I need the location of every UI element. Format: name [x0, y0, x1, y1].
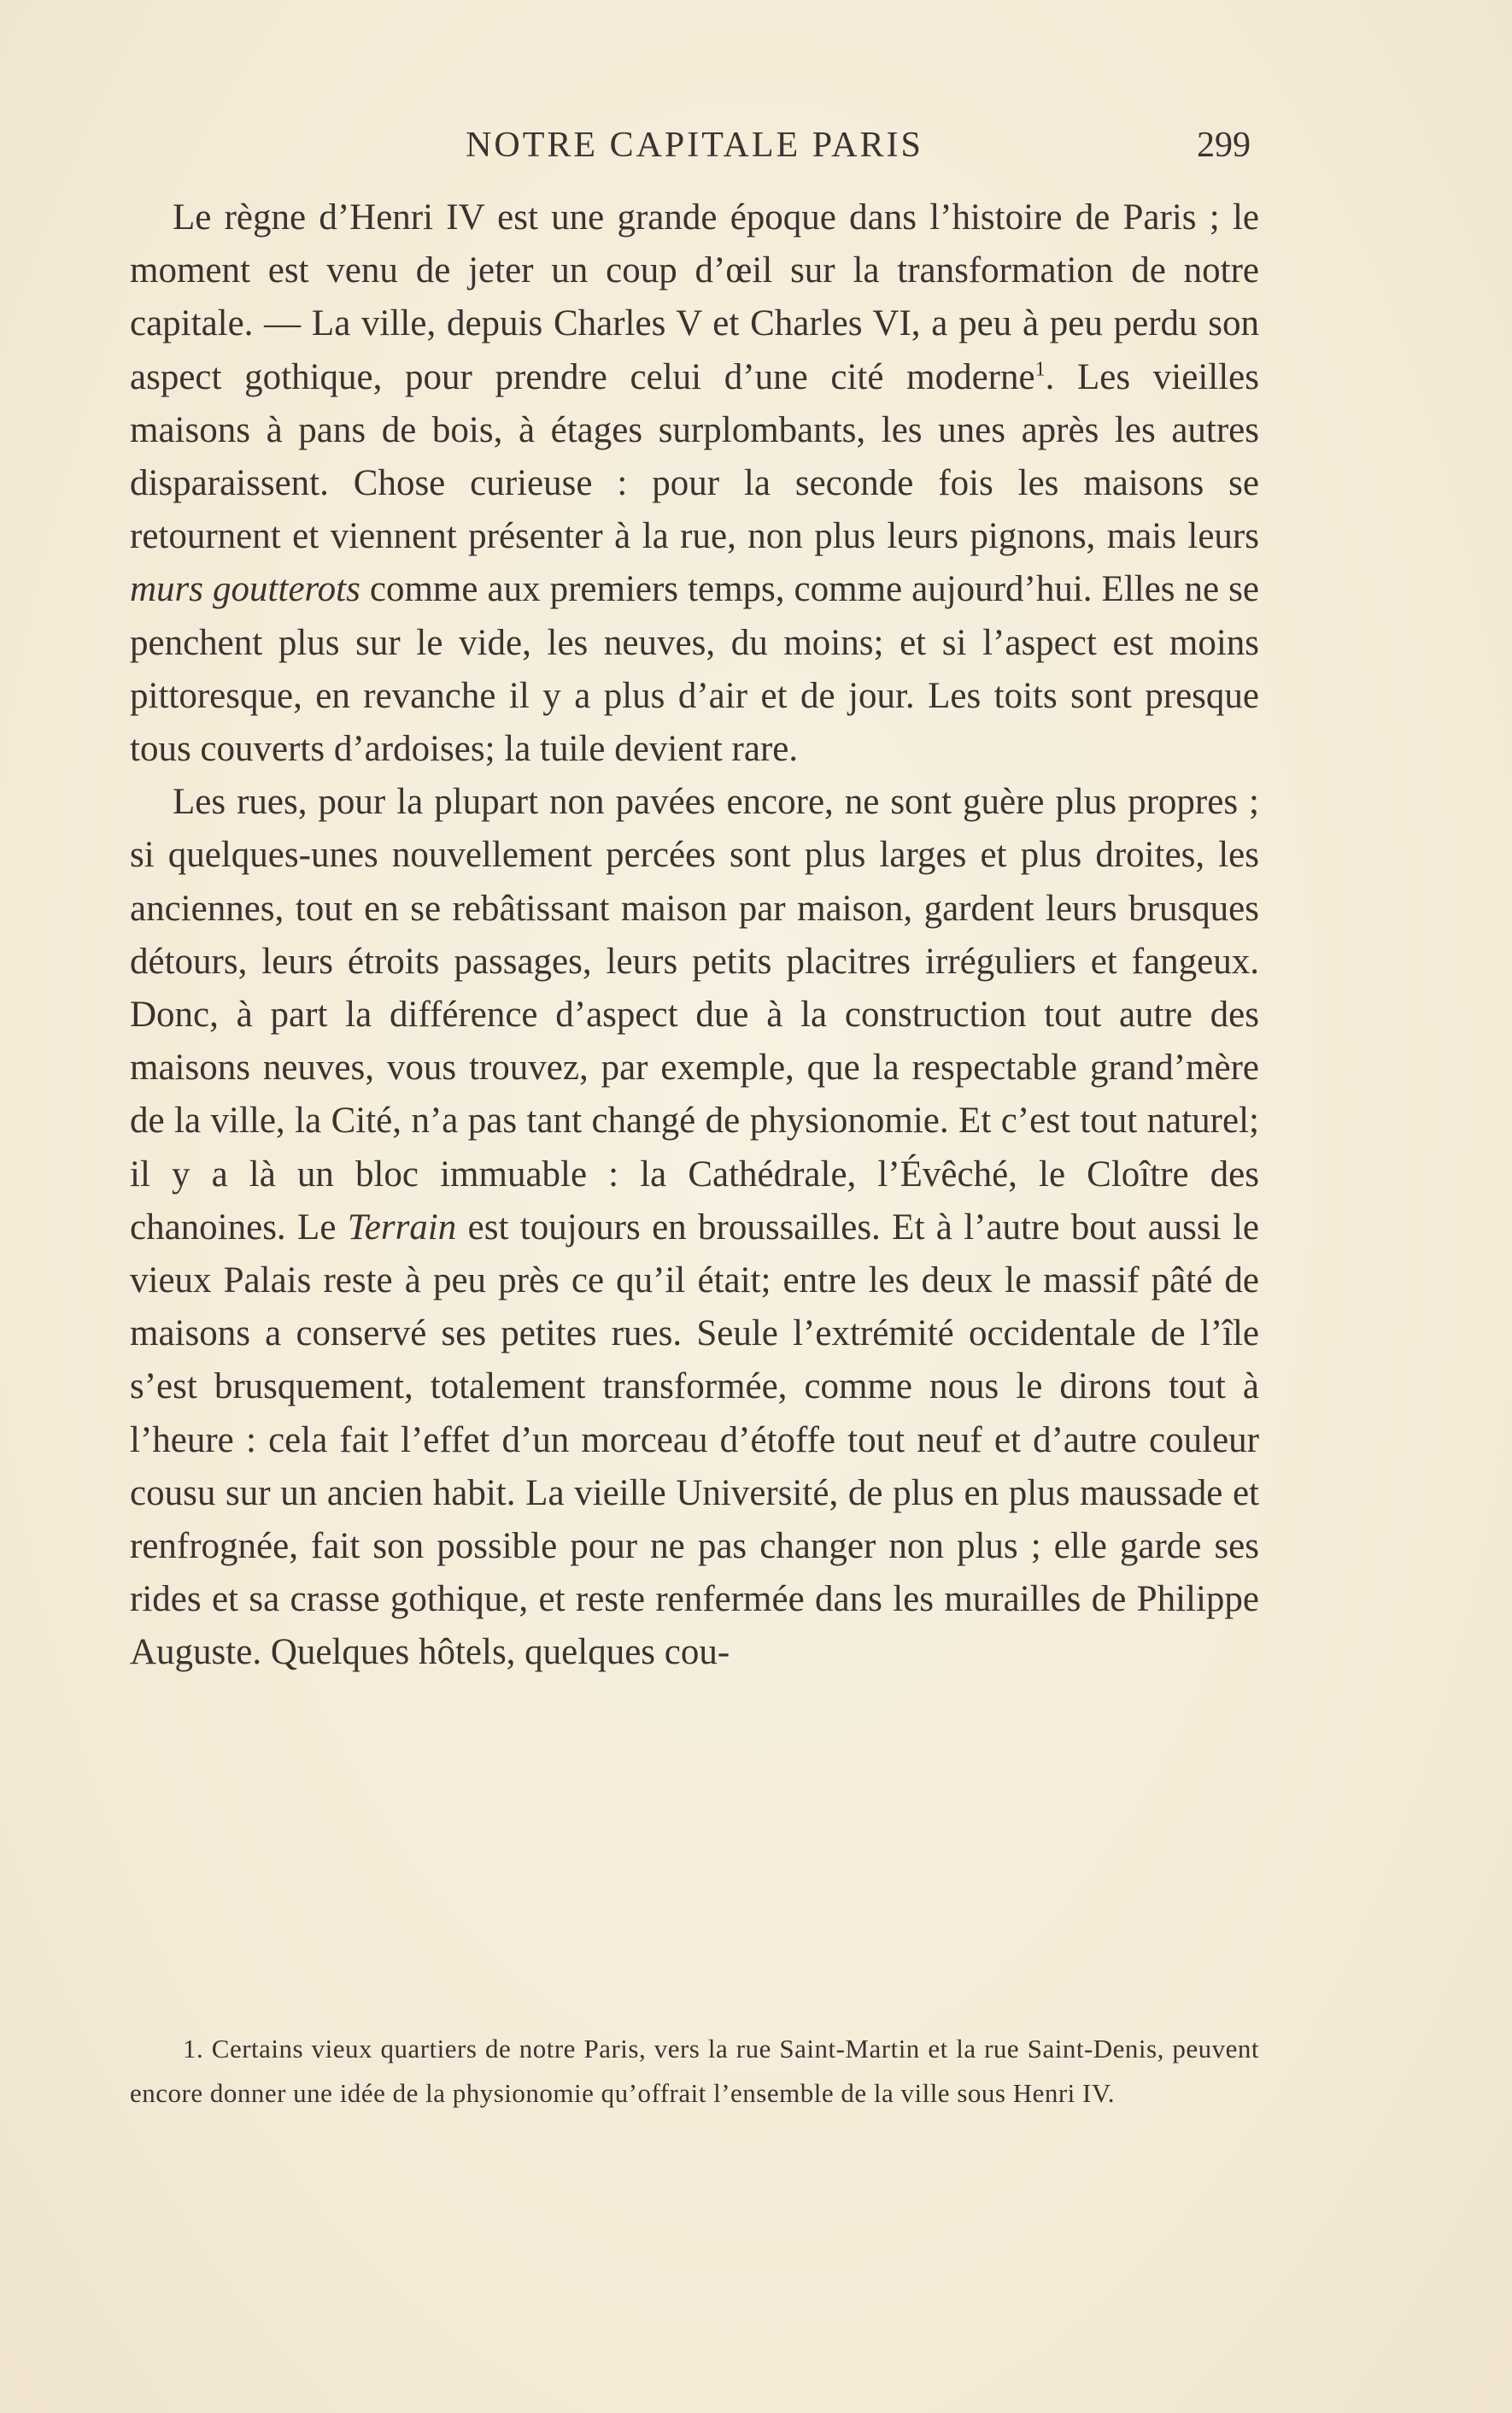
main-text	[130, 191, 1259, 1680]
paragraph-2-part-2: est toujours en broussailles. Et à l’autre bout aussi le vieux Palais reste à peu près ce qu’il était; entre les deux le massif pâté de maisons a conservé ses petites rues. Seule l’extrémité occidentale de l’île s’est brusquement, totalement transformée, comme nous le dirons tout à l’heure : cela fait l’effet d’un morceau d’étoffe tout neuf et d’autre couleur cousu sur un ancien habit. La vieille Université, de plus en plus maussade et renfrognée, fait son possible pour ne pas changer non plus ; elle garde ses rides et sa crasse gothique, et reste renfermée dans les murailles de Philippe Auguste. Quelques hôtels, quelques cou-	[130, 1206, 1259, 1673]
italic-term-terrain: Terrain	[347, 1206, 457, 1248]
paragraph-1-part-3: comme aux premiers temps, comme aujourd’hui. Elles ne se penchent plus sur le vide, les neuves, du moins; et si l’aspect est moins pittoresque, en revanche il y a plus d’air et de jour. Les toits sont presque tous couverts d’ardoises; la tuile devient rare.	[130, 569, 1259, 770]
footnote-reference-1: 1	[1034, 358, 1046, 381]
paragraph-2	[130, 776, 1259, 1679]
paragraph-2-part-1: Les rues, pour la plupart non pavées encore, ne sont guère plus propres ; si quelques-unes nouvellement percées sont plus larges et plus droites, les anciennes, tout en se rebâtissant maison par maison, gardent leurs brusques détours, leurs étroits passages, leurs petits placitres irréguliers et fangeux. Donc, à part la différence d’aspect due à la construction tout autre des maisons neuves, vous trouvez, par exemple, que la respectable grand’mère de la ville, la Cité, n’a pas tant changé de physionomie. Et c’est tout naturel; il y a là un bloc immuable : la Cathédrale, l’Évêché, le Cloître des chanoines. Le	[130, 782, 1259, 1248]
running-head	[130, 120, 1259, 171]
footnotes	[130, 2027, 1259, 2116]
footnote-1: 1. Certains vieux quartiers de notre Paris, vers la rue Saint-Martin et la rue Saint-Denis, peuvent encore donner une idée de la physionomie qu’offrait l’ensemble de la ville sous Henri IV.	[130, 2034, 1259, 2108]
italic-term-murs-goutterots: murs goutterots	[130, 569, 360, 610]
paragraph-1-part-2: . Les vieilles maisons à pans de bois, à étages surplombants, les unes après les autres disparaissent. Chose curieuse : pour la seconde fois les maisons se retournent et viennent présenter à la rue, non plus leurs pignons, mais leurs	[130, 356, 1259, 557]
running-title: NOTRE CAPITALE PARIS	[466, 126, 923, 165]
page-number: 299	[1197, 126, 1251, 165]
paragraph-1-part-1: Le règne d’Henri IV est une grande époque dans l’histoire de Paris ; le moment est venu de jeter un coup d’œil sur la transformation de notre capitale. — La ville, depuis Charles V et Charles VI, a peu à peu perdu son aspect gothique, pour prendre celui d’une cité moderne	[130, 197, 1259, 397]
paragraph-1	[130, 191, 1259, 776]
